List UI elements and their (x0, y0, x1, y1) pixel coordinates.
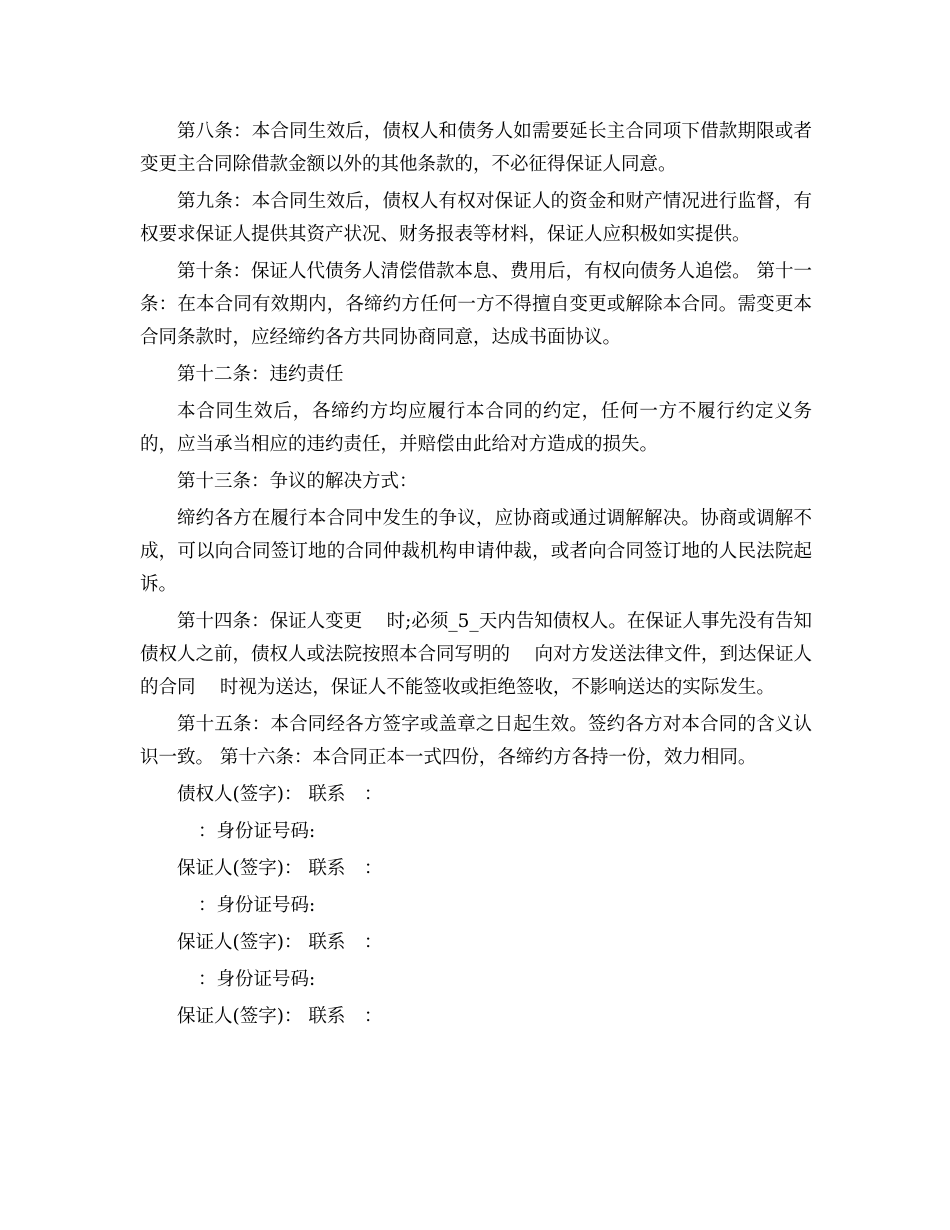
clause-15-16: 第十五条：本合同经各方签字或盖章之日起生效。签约各方对本合同的含义认识一致。 第十六条：本合同正本一式四份，各缔约方各持一份，效力相同。 (140, 714, 812, 768)
signature-guarantor-2-id: ：身份证号码: (198, 969, 316, 990)
clause-12-body: 本合同生效后，各缔约方均应履行本合同的约定，任何一方不履行约定义务的，应当承当相应的违约责任，并赔偿由此给对方造成的损失。 (140, 401, 812, 455)
clause-8: 第八条：本合同生效后，债权人和债务人如需要延长主合同项下借款期限或者变更主合同除借款金额以外的其他条款的，不必征得保证人同意。 (140, 121, 812, 175)
contract-body (140, 115, 812, 1037)
clause-12-heading: 第十二条：违约责任 (177, 364, 344, 385)
signature-guarantor-1: 保证人(签字)： 联系 ： (177, 858, 383, 879)
clause-14: 第十四条：保证人变更 时;必须_5_天内告知债权人。在保证人事先没有告知债权人之前，债权人或法院按照本合同写明的 向对方发送法律文件，到达保证人的合同 时视为送达，保证人不能签收或拒绝签收，不影响送达的实际发生。 (140, 611, 812, 698)
clause-9: 第九条：本合同生效后，债权人有权对保证人的资金和财产情况进行监督，有权要求保证人提供其资产状况、财务报表等材料，保证人应积极如实提供。 (140, 191, 812, 245)
signature-creditor: 债权人(签字)： 联系 ： (177, 784, 383, 805)
signature-guarantor-1-id: ：身份证号码: (198, 895, 316, 916)
signature-creditor-id: ：身份证号码: (198, 821, 316, 842)
clause-13-body: 缔约各方在履行本合同中发生的争议，应协商或通过调解解决。协商或调解不成，可以向合同签订地的合同仲裁机构申请仲裁，或者向合同签订地的人民法院起诉。 (140, 508, 812, 595)
signature-guarantor-2: 保证人(签字)： 联系 ： (177, 932, 383, 953)
clause-10-11: 第十条：保证人代债务人清偿借款本息、费用后，有权向债务人追偿。 第十一条：在本合同有效期内，各缔约方任何一方不得擅自变更或解除本合同。需变更本合同条款时，应经缔约各方共同协商同意，达成书面协议。 (140, 261, 812, 348)
signature-guarantor-3: 保证人(签字)： 联系 ： (177, 1006, 383, 1027)
clause-13-heading: 第十三条：争议的解决方式： (177, 471, 418, 492)
